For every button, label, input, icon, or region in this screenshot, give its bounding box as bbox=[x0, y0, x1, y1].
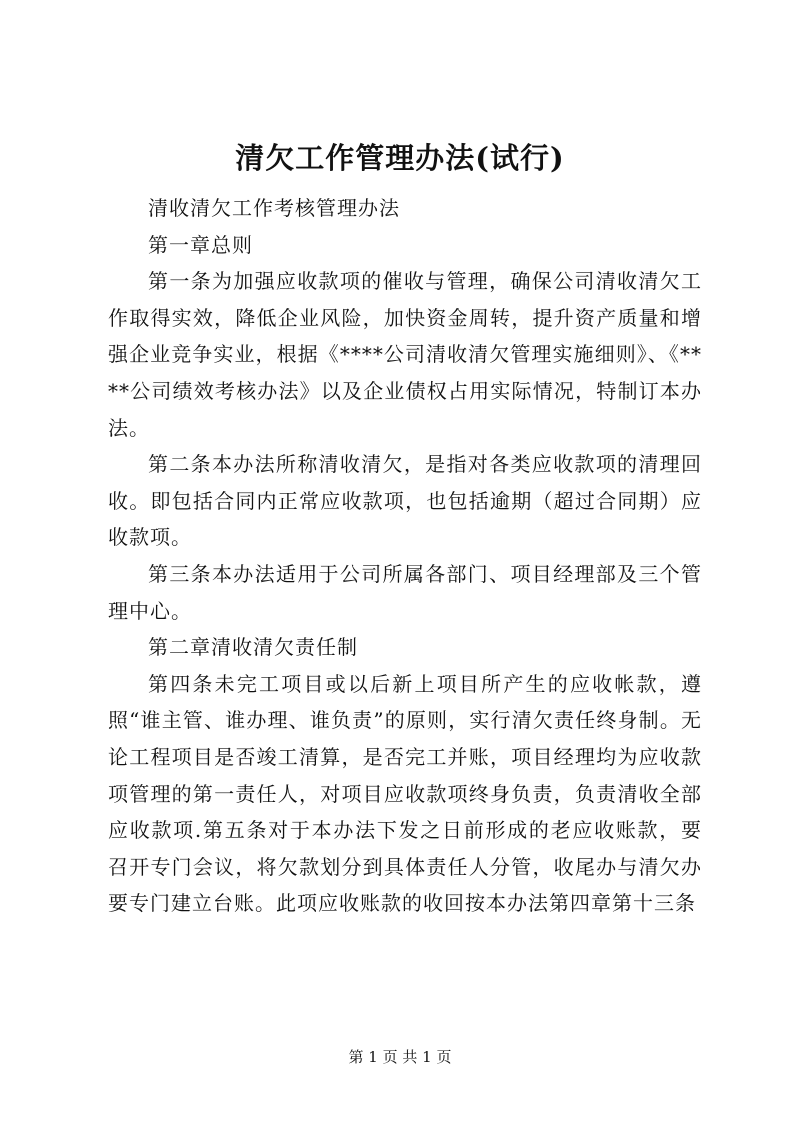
paragraph-article-3: 第三条本办法适用于公司所属各部门、项目经理部及三个管理中心。 bbox=[108, 561, 702, 623]
document-title: 清欠工作管理办法(试行) bbox=[235, 141, 565, 175]
paragraph-article-4: 第四条未完工项目或以后新上项目所产生的应收帐款，遵照“谁主管、谁办理、谁负责”的原则，实行清欠责任终身制。无论工程项目是否竣工清算，是否完工并账，项目经理均为应收款项管理的第一责任人，对项目应收款项终身负责，负责清收全部应收款项.第五条对于本办法下发之日前形成的老应收账款，要召开专门会议，将欠款划分到具体责任人分管，收尾办与清欠办要专门建立台账。此项应收账款的收回按本办法第四章第十三条 bbox=[108, 671, 702, 916]
paragraph-article-1: 第一条为加强应收款项的催收与管理，确保公司清收清欠工作取得实效，降低企业风险，加快资金周转，提升资产质量和增强企业竞争实业，根据《****公司清收清欠管理实施细则》、《****公司绩效考核办法》以及企业债权占用实际情况，特制订本办法。 bbox=[108, 269, 702, 440]
paragraph-article-2: 第二条本办法所称清收清欠，是指对各类应收款项的清理回收。即包括合同内正常应收款项，也包括逾期（超过合同期）应收款项。 bbox=[108, 452, 702, 550]
paragraph-chapter-1-heading: 第一章总则 bbox=[148, 232, 253, 257]
paragraph-subtitle: 清收清欠工作考核管理办法 bbox=[148, 196, 400, 220]
paragraph-chapter-2-heading: 第二章清收清欠责任制 bbox=[148, 635, 358, 660]
document-body bbox=[108, 190, 702, 922]
page-footer: 第 1 页 共 1 页 bbox=[348, 1048, 452, 1066]
